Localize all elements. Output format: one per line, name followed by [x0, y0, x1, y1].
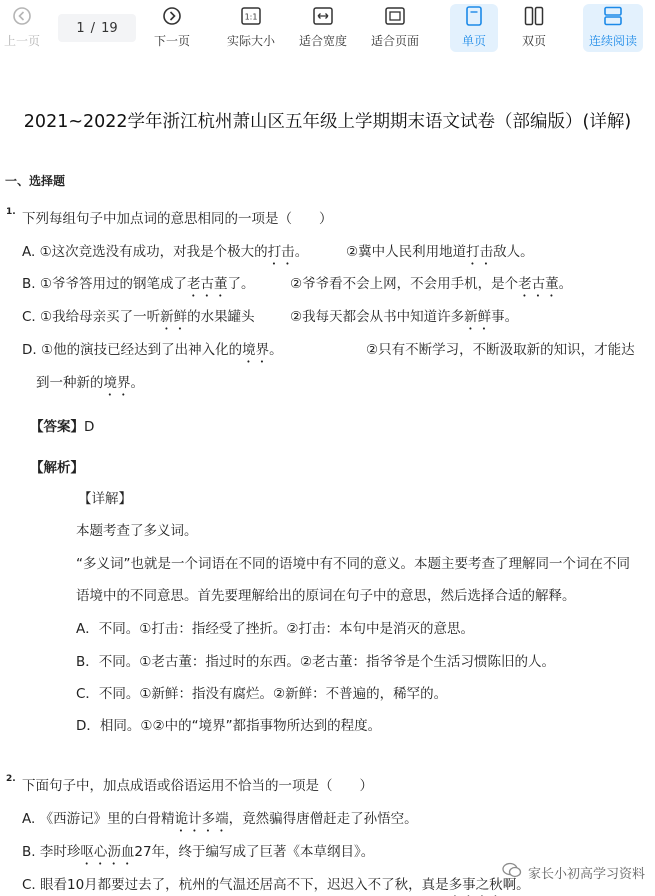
- double-page-label: 双页: [521, 34, 546, 48]
- page-number-input[interactable]: [58, 14, 136, 42]
- explanation-line: A．不同。①打击：指经受了挫折。②打击：本句中是消灭的意思。: [76, 621, 474, 637]
- fit-page-label: 适合页面: [370, 34, 419, 48]
- answer-value: D: [84, 419, 95, 435]
- option-d-2: ②只有不断学习，不断汲取新的知识，才能达: [366, 342, 635, 358]
- question-number: 1.: [6, 207, 16, 217]
- explanation-line: D．相同。①②中的“境界”都指事物所达到的程度。: [76, 718, 382, 734]
- section-heading: 一、选择题: [5, 174, 66, 188]
- next-page-button[interactable]: [150, 4, 194, 52]
- watermark: [502, 862, 645, 882]
- viewer-toolbar: [0, 0, 655, 58]
- total-pages: 19: [101, 20, 118, 36]
- single-page-icon: [466, 4, 482, 28]
- actual-size-label: 实际大小: [226, 34, 275, 48]
- prev-page-button[interactable]: [2, 4, 42, 52]
- option-b: B. 李时珍呕心沥血27年，终于编写成了巨著《本草纲目》。: [22, 844, 375, 860]
- svg-text:1:1: 1:1: [244, 12, 258, 22]
- fit-page-icon: [385, 4, 405, 28]
- explanation-line: 本题考查了多义词。: [76, 523, 198, 539]
- question-stem: 下列每组句子中加点词的意思相同的一项是（ ）: [22, 211, 333, 227]
- detail-label: 【详解】: [78, 491, 132, 507]
- answer-label: 【答案】: [30, 419, 84, 435]
- wechat-icon: [502, 862, 522, 882]
- document-title: 2021~2022学年浙江杭州萧山区五年级上学期期末语文试卷（部编版）(详解): [23, 112, 632, 132]
- continuous-reading-label: 连续阅读: [588, 34, 637, 48]
- explanation-line: “多义词”也就是一个词语在不同的语境中有不同的意义。本题主要考查了理解同一个词在不同: [76, 556, 630, 572]
- fit-width-label: 适合宽度: [298, 34, 347, 48]
- option-c: C. 眼看10月都要过去了，杭州的气温还居高不下，迟迟入不了秋，真是多事之秋啊。: [22, 877, 530, 893]
- next-page-label: 下一页: [153, 34, 190, 48]
- document-page: [0, 58, 655, 896]
- single-page-button[interactable]: [450, 4, 498, 52]
- explanation-line: B．不同。①老古董：指过时的东西。②老古董：指爷爷是个生活习惯陈旧的人。: [76, 654, 555, 670]
- single-page-label: 单页: [461, 34, 486, 48]
- question-stem: 下面句子中，加点成语或俗语运用不恰当的一项是（ ）: [22, 778, 373, 794]
- actual-size-button[interactable]: [224, 4, 278, 52]
- continuous-reading-button[interactable]: [583, 4, 643, 52]
- option-c-2: ②我每天都会从书中知道许多新鲜事。: [290, 309, 519, 325]
- option-a-2: ②冀中人民利用地道打击敌人。: [346, 244, 534, 260]
- option-d-3: 到一种新的境界。: [36, 375, 144, 391]
- continuous-reading-icon: [603, 4, 623, 28]
- analysis-label: 【解析】: [30, 460, 84, 476]
- option-b-2: ②爷爷看不会上网，不会用手机，是个老古董。: [290, 276, 573, 292]
- page-separator: /: [90, 20, 96, 36]
- option-b: B. ①爷爷答用过的钢笔成了老古董了。: [22, 276, 255, 292]
- option-a: A. 《西游记》里的白骨精诡计多端，竟然骗得唐僧赶走了孙悟空。: [22, 811, 418, 827]
- prev-page-label: 上一页: [3, 34, 40, 48]
- option-c: C. ①我给母亲买了一听新鲜的水果罐头: [22, 309, 255, 325]
- explanation-line: 语境中的不同意思。首先要理解给出的原词在句子中的意思，然后选择合适的解释。: [76, 588, 576, 604]
- actual-size-icon: [241, 4, 261, 28]
- fit-page-button[interactable]: [368, 4, 422, 52]
- option-d: D. ①他的演技已经达到了出神入化的境界。: [22, 342, 283, 358]
- fit-width-icon: [313, 4, 333, 28]
- arrow-left-circle-icon: [12, 4, 32, 28]
- fit-width-button[interactable]: [296, 4, 350, 52]
- current-page: 1: [76, 20, 85, 36]
- arrow-right-circle-icon: [162, 4, 182, 28]
- double-page-button[interactable]: [512, 4, 556, 52]
- explanation-line: C．不同。①新鲜：指没有腐烂。②新鲜：不普遍的，稀罕的。: [76, 686, 448, 702]
- answer-line: [30, 415, 94, 435]
- double-page-icon: [524, 4, 544, 28]
- watermark-text: 家长小初高学习资料: [527, 866, 645, 882]
- option-a: A. ①这次竞选没有成功，对我是个极大的打击。: [22, 244, 309, 260]
- question-number: 2.: [6, 774, 16, 784]
